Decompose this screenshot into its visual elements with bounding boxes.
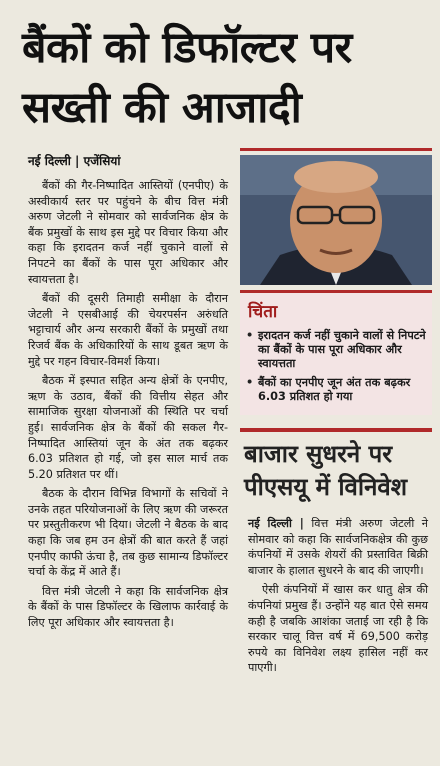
headline-line-1: बैंकों को डिफॉल्टर पर — [22, 23, 352, 73]
main-headline — [22, 18, 432, 138]
paragraph: बैठक में इस्पात सहित अन्य क्षेत्रों के एनपीए, ऋण के उठाव, बैंकों की वित्तीय सेहत और सामाजिक सुरक्षा योजनाओं की स्थिति पर चर्चा हुई। सार्वजनिक क्षेत्र के बैंकों की सकल गैर-निष्पादित आस्तियां जून के अंत तक बढ़कर 6.03 प्रतिशत हो गई, जो इस साल मार्च तक 5.20 प्रतिशत पर थीं। — [28, 374, 228, 481]
portrait-image — [240, 155, 432, 285]
concern-box — [240, 290, 432, 415]
inline-dateline: नई दिल्ली | — [248, 517, 304, 530]
headline-line-2: सख्ती की आजादी — [22, 83, 302, 133]
paragraph: वित्त मंत्री जेटली ने कहा कि सार्वजनिक क्षेत्र के बैंकों के पास डिफॉल्टर के खिलाफ कार्रवाई के लिए पूरा अधिकार और स्वायत्तता है। — [28, 584, 228, 630]
divider-rule — [240, 148, 432, 151]
minister-photo — [240, 155, 432, 285]
dateline: नई दिल्ली | एजेंसियां — [28, 154, 121, 168]
divider-rule — [240, 428, 432, 432]
article-body-left — [28, 178, 228, 635]
subhead-line-2: पीएसयू में विनिवेश — [244, 473, 408, 501]
paragraph: ऐसी कंपनियों में खास कर धातु क्षेत्र की कंपनियां प्रमुख हैं। उन्होंने यह बात ऐसे समय कही है जबकि आशंका जताई जा रही है कि सरकार चालू वित्त वर्ष में 69,500 करोड़ रुपये का विनिवेश लक्ष्य हासिल नहीं कर पाएगी। — [248, 583, 428, 675]
concern-title: चिंता — [248, 302, 278, 322]
secondary-headline — [244, 438, 436, 504]
concern-item: • बैंकों का एनपीए जून अंत तक बढ़कर 6.03 प्रतिशत हो गया — [246, 376, 426, 404]
concern-item: • इरादतन कर्ज नहीं चुकाने वालों से निपटने का बैंकों के पास पूरा अधिकार और स्वायत्तता — [246, 329, 426, 371]
paragraph-text: वित्त मंत्री अरुण जेटली ने सोमवार को कहा कि सार्वजनिकक्षेत्र की कुछ कंपनियों में उसके शेयरों की प्रस्तावित बिक्री बाजार के हालात सुधरने के बाद की जाएगी। — [248, 517, 428, 577]
concern-list — [246, 329, 426, 409]
paragraph: बैठक के दौरान विभिन्न विभागों के सचिवों ने उनके तहत परियोजनाओं के लिए ऋण की जरूरत पर प्रस्तुतीकरण भी दिया। जेटली ने बैठक के बाद कहा कि जब हम उन क्षेत्रों की बात करते हैं जहां एनपीए काफी ऊंचा है, तब कुछ सामान्य डिफॉल्टर चर्चा के केंद्र में आते हैं। — [28, 487, 228, 579]
paragraph: बैंकों की गैर-निष्पादित आस्तियों (एनपीए) के अस्वीकार्य स्तर पर पहुंचने के बीच वित्त मंत्री अरुण जेटली ने सोमवार को सार्वजनिक क्षेत्र के बैंक प्रमुखों के साथ इस मुद्दे पर विचार किया और कहा कि इरादतन कर्ज नहीं चुकाने वालों से निपटने का बैंकों के पास पूरा अधिकार और स्वायत्तता है। — [28, 179, 228, 286]
paragraph — [248, 516, 428, 578]
paragraph: बैंकों की दूसरी तिमाही समीक्षा के दौरान जेटली ने एसबीआई की चेयरपर्सन अरुंधति भट्टाचार्य और अन्य सरकारी बैंकों के प्रमुखों तथा रिजर्व बैंक के अधिकारियों के साथ डूबत ऋण के मुद्दे पर गहन विचार-विमर्श किया। — [28, 292, 228, 368]
article-body-right — [248, 516, 428, 680]
subhead-line-1: बाजार सुधरने पर — [244, 440, 393, 468]
